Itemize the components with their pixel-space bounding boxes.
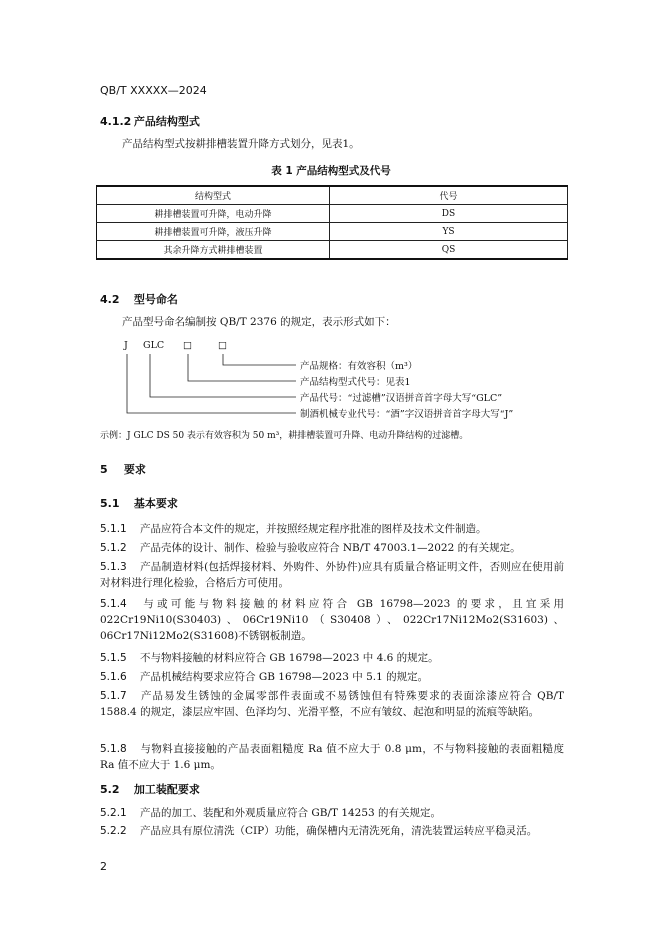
clause-text: 产品机械结构要求应符合 GB 16798—2023 中 5.1 的规定。 <box>140 671 429 683</box>
clause-5-1-5 <box>100 650 564 666</box>
section-5-heading <box>100 461 146 477</box>
section-title: 基本要求 <box>133 497 178 510</box>
clause-5-1-8 <box>100 741 564 773</box>
model-code-box-2: □ <box>218 340 227 351</box>
clause-number: 5.1.1 <box>100 523 127 535</box>
model-label-spec: 产品规格：有效容积（m³） <box>300 361 418 372</box>
clause-number: 5.1.6 <box>100 671 127 683</box>
table-header-cell: 结构型式 <box>97 186 330 205</box>
clause-5-1-1 <box>100 521 564 537</box>
section-5-2-heading <box>100 781 200 797</box>
section-number: 4.2 <box>100 293 120 306</box>
table-header-cell: 代号 <box>330 186 568 205</box>
model-code-glc: GLC <box>143 340 165 351</box>
standard-number: QB/T XXXXX—2024 <box>100 84 207 97</box>
section-number: 5.2 <box>100 783 120 796</box>
clause-text: 产品制造材料(包括焊接材料、外购件、外协件)应具有质量合格证明文件，否则应在使用前对材料进行理化检验，合格后方可使用。 <box>100 561 564 589</box>
section-4-2-text: 产品型号命名编制按 QB/T 2376 的规定，表示形式如下： <box>122 316 396 328</box>
section-number: 4.1.2 <box>100 115 132 128</box>
clause-number: 5.1.3 <box>100 561 127 573</box>
table-cell: QS <box>330 241 568 260</box>
model-label-structure: 产品结构型式代号：见表1 <box>300 377 411 388</box>
table-cell: 其余升降方式耕排槽装置 <box>97 241 330 260</box>
model-label-product-code: 产品代号：“过滤槽”汉语拼音首字母大写“GLC” <box>300 393 503 404</box>
section-title: 型号命名 <box>133 293 178 306</box>
clause-text: 不与物料接触的材料应符合 GB 16798—2023 中 4.6 的规定。 <box>140 652 439 664</box>
table-1-title: 表 1 产品结构型式及代号 <box>271 165 391 177</box>
clause-number: 5.2.1 <box>100 807 127 819</box>
section-number: 5.1 <box>100 497 120 510</box>
section-title: 加工装配要求 <box>133 783 200 796</box>
clause-number: 5.1.7 <box>100 690 127 702</box>
clause-text: 与物料直接接触的产品表面粗糙度 Ra 值不应大于 0.8 μm，不与物料接触的表面粗糙度 Ra 值不应大于 1.6 μm。 <box>100 743 564 771</box>
clause-text: 与或可能与物料接触的材料应符合 GB 16798—2023 的要求，且宜采用 022Cr19Ni10(S30403)、06Cr19Ni10（S30408）、022Cr17Ni12Mo2(S31603)、06Cr17Ni12Mo2(S31608)不锈钢板制造。 <box>100 598 564 642</box>
section-5-1-heading <box>100 495 178 511</box>
clause-text: 产品易发生锈蚀的金属零部件表面或不易锈蚀但有特殊要求的表面涂漆应符合 QB/T 1588.4 的规定，漆层应牢固、色泽均匀、光滑平整，不应有皱纹、起泡和明显的流痕等缺陷。 <box>100 690 564 718</box>
section-number: 5 <box>100 463 108 476</box>
clause-text: 产品应具有原位清洗（CIP）功能，确保槽内无清洗死角，清洗装置运转应平稳灵活。 <box>140 825 538 837</box>
section-title: 产品结构型式 <box>133 115 200 128</box>
model-code-box-1: □ <box>183 340 192 351</box>
table-cell: 耕排槽装置可升降，液压升降 <box>97 223 330 241</box>
clause-number: 5.1.4 <box>100 598 127 610</box>
clause-text: 产品壳体的设计、制作、检验与验收应符合 NB/T 47003.1—2022 的有关规定。 <box>140 542 521 554</box>
clause-number: 5.2.2 <box>100 825 127 837</box>
model-example: 示例：J GLC DS 50 表示有效容积为 50 m³，耕排槽装置可升降、电动升降结构的过滤槽。 <box>100 431 469 441</box>
model-label-machinery-code: 制酒机械专业代号：“酒”字汉语拼音首字母大写“J” <box>300 409 514 420</box>
clause-5-1-4 <box>100 596 564 644</box>
clause-5-1-6 <box>100 669 564 685</box>
clause-text: 产品应符合本文件的规定，并按照经规定程序批准的图样及技术文件制造。 <box>140 523 487 535</box>
clause-text: 产品的加工、装配和外观质量应符合 GB/T 14253 的有关规定。 <box>140 807 442 819</box>
clause-5-2-2 <box>100 823 564 839</box>
clause-5-1-3 <box>100 559 564 591</box>
page-number: 2 <box>100 860 107 873</box>
model-code-j: J <box>124 340 128 351</box>
table-cell: YS <box>330 223 568 241</box>
clause-5-1-7 <box>100 688 564 720</box>
clause-5-2-1 <box>100 805 564 821</box>
clause-5-1-2 <box>100 540 564 556</box>
clause-number: 5.1.5 <box>100 652 127 664</box>
clause-number: 5.1.2 <box>100 542 127 554</box>
table-cell: 耕排槽装置可升降，电动升降 <box>97 205 330 223</box>
section-title: 要求 <box>123 463 146 476</box>
table-cell: DS <box>330 205 568 223</box>
section-4-1-2-text: 产品结构型式按耕排槽装置升降方式划分，见表1。 <box>122 138 360 150</box>
clause-number: 5.1.8 <box>100 743 127 755</box>
